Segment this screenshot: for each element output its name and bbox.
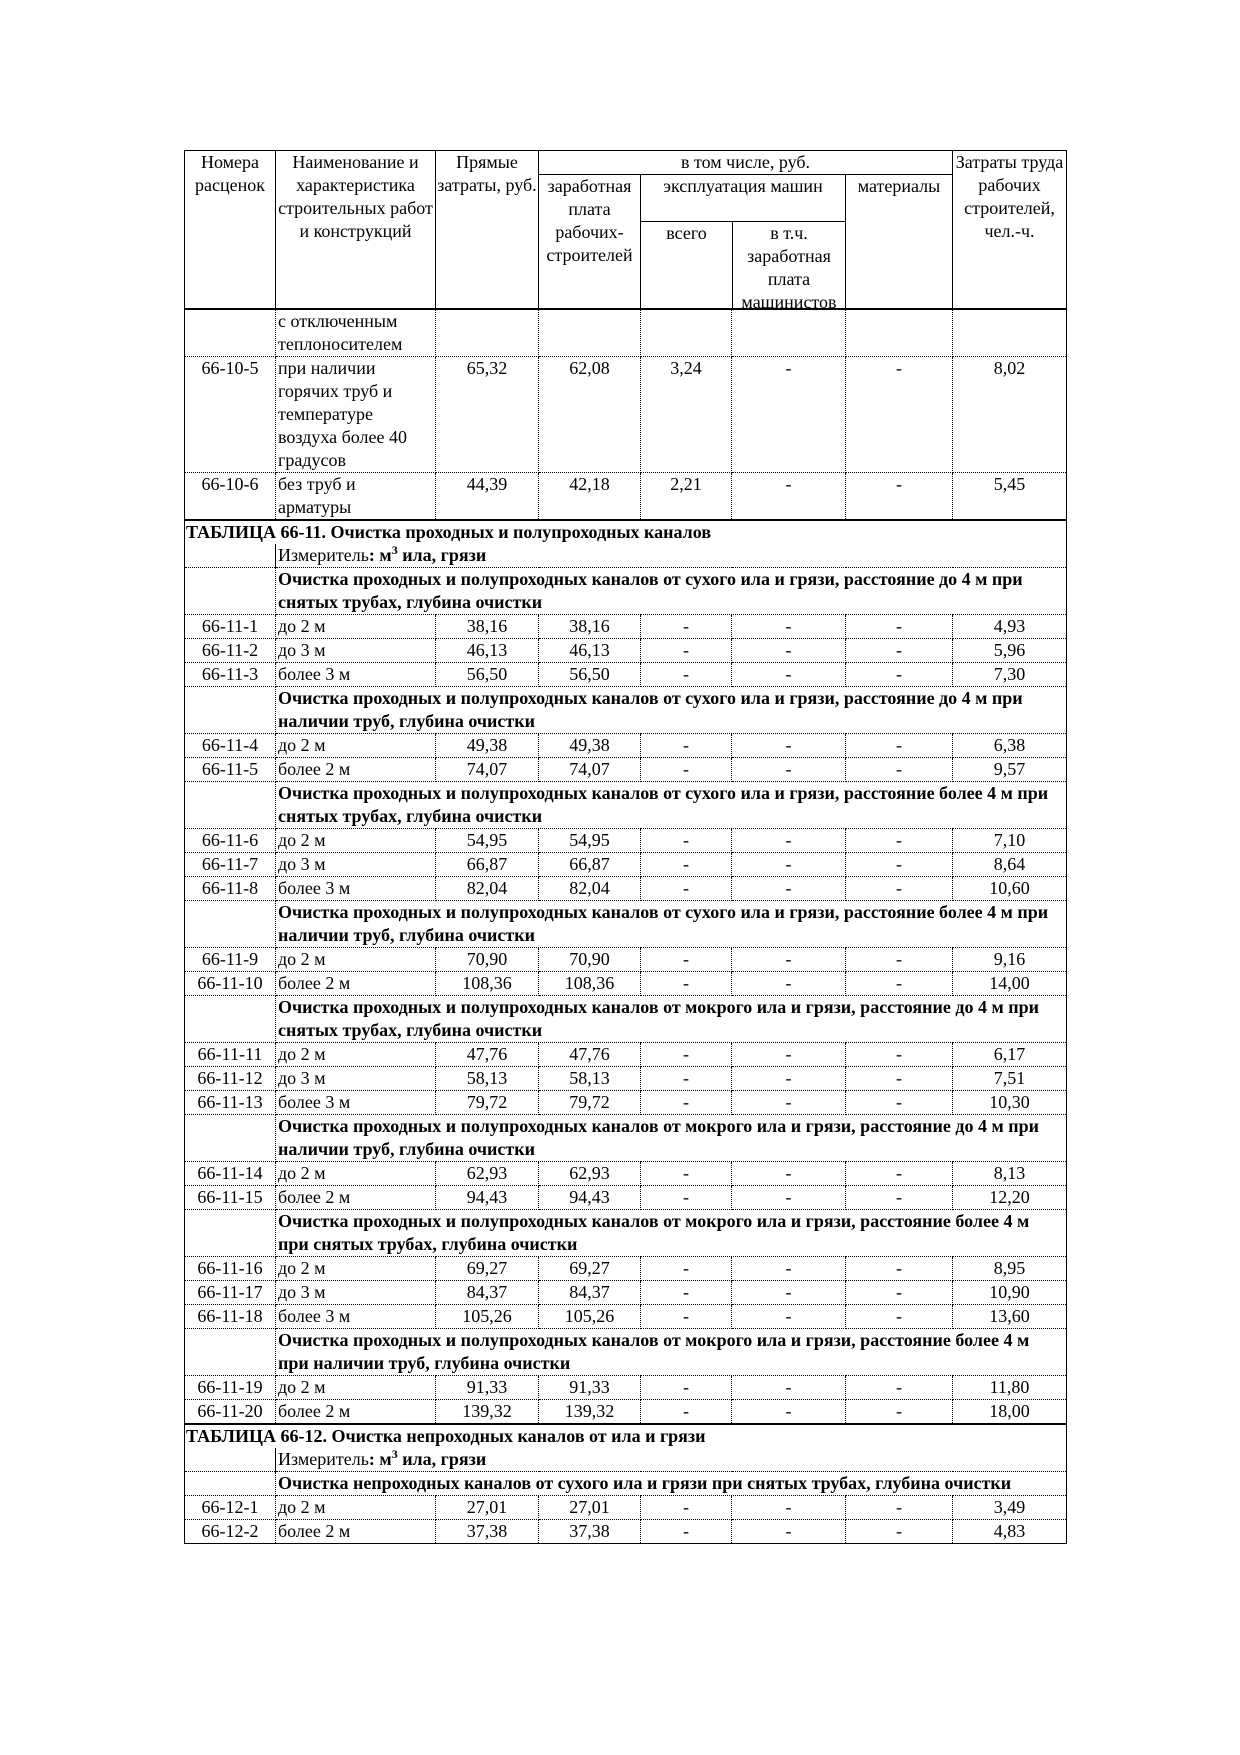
measure-unit <box>276 544 1067 568</box>
machines-total: - <box>641 1400 732 1425</box>
direct-cost: 58,13 <box>436 1067 539 1091</box>
direct-cost: 108,36 <box>436 972 539 996</box>
direct-cost: 54,95 <box>436 829 539 853</box>
measure-row <box>185 1448 1067 1472</box>
section-spacer <box>185 782 276 829</box>
machinist-wages: - <box>732 1043 846 1067</box>
worker-wages: 58,13 <box>539 1067 641 1091</box>
direct-cost: 79,72 <box>436 1091 539 1115</box>
header-machines-group <box>641 175 846 310</box>
materials-cost: - <box>846 1496 953 1520</box>
table-row <box>185 734 1067 758</box>
direct-cost: 49,38 <box>436 734 539 758</box>
measure-value <box>369 545 486 565</box>
measure-spacer <box>185 544 276 568</box>
section-spacer <box>185 687 276 734</box>
direct-cost: 44,39 <box>436 473 539 521</box>
rate-code: 66-11-11 <box>185 1043 276 1067</box>
work-name: более 2 м <box>276 1520 436 1544</box>
machinist-wages: - <box>732 948 846 972</box>
measure-exponent: 3 <box>391 543 398 557</box>
table-row <box>185 1305 1067 1329</box>
work-name: более 2 м <box>276 1186 436 1210</box>
rate-code: 66-11-6 <box>185 829 276 853</box>
labor-cost: 12,20 <box>953 1186 1067 1210</box>
worker-wages <box>539 309 641 357</box>
machinist-wages <box>732 309 846 357</box>
rate-code: 66-11-15 <box>185 1186 276 1210</box>
work-name: с отключенным теплоносителем <box>276 309 436 357</box>
measure-exponent: 3 <box>391 1447 398 1461</box>
section-spacer <box>185 901 276 948</box>
machines-total: - <box>641 948 732 972</box>
labor-cost: 11,80 <box>953 1376 1067 1400</box>
table-row <box>185 1400 1067 1425</box>
materials-cost: - <box>846 615 953 639</box>
machinist-wages: - <box>732 829 846 853</box>
rate-code: 66-11-12 <box>185 1067 276 1091</box>
machinist-wages: - <box>732 853 846 877</box>
table-row <box>185 1281 1067 1305</box>
section-spacer <box>185 1472 276 1496</box>
worker-wages: 62,93 <box>539 1162 641 1186</box>
materials-cost: - <box>846 1520 953 1544</box>
work-name: до 2 м <box>276 1162 436 1186</box>
machinist-wages: - <box>732 639 846 663</box>
table-title: ТАБЛИЦА 66-11. Очистка проходных и полупроходных каналов <box>185 520 1067 544</box>
direct-cost: 91,33 <box>436 1376 539 1400</box>
materials-cost: - <box>846 1281 953 1305</box>
rate-code: 66-12-2 <box>185 1520 276 1544</box>
machines-total: 2,21 <box>641 473 732 521</box>
machinist-wages: - <box>732 1091 846 1115</box>
machinist-wages: - <box>732 758 846 782</box>
table-row <box>185 1376 1067 1400</box>
worker-wages: 74,07 <box>539 758 641 782</box>
worker-wages: 27,01 <box>539 1496 641 1520</box>
work-name: до 2 м <box>276 1257 436 1281</box>
work-name: без труб и арматуры <box>276 473 436 521</box>
labor-cost: 4,83 <box>953 1520 1067 1544</box>
rate-code: 66-11-20 <box>185 1400 276 1425</box>
direct-cost: 74,07 <box>436 758 539 782</box>
materials-cost: - <box>846 1305 953 1329</box>
machines-total: - <box>641 1067 732 1091</box>
worker-wages: 47,76 <box>539 1043 641 1067</box>
labor-cost: 14,00 <box>953 972 1067 996</box>
table-row <box>185 1091 1067 1115</box>
rate-code: 66-11-14 <box>185 1162 276 1186</box>
labor-cost: 6,17 <box>953 1043 1067 1067</box>
machinist-wages: - <box>732 1257 846 1281</box>
section-row <box>185 782 1067 829</box>
section-row <box>185 1210 1067 1257</box>
machinist-wages: - <box>732 972 846 996</box>
materials-cost: - <box>846 829 953 853</box>
worker-wages: 56,50 <box>539 663 641 687</box>
work-name: до 3 м <box>276 1067 436 1091</box>
table-title-row <box>185 520 1067 544</box>
materials-cost: - <box>846 663 953 687</box>
rate-code: 66-11-1 <box>185 615 276 639</box>
work-name: до 2 м <box>276 948 436 972</box>
table-row <box>185 473 1067 521</box>
work-name: более 2 м <box>276 1400 436 1425</box>
section-heading: Очистка проходных и полупроходных каналов от мокрого ила и грязи, расстояние до 4 м при снятых трубах, глубина очистки <box>276 996 1067 1043</box>
machinist-wages: - <box>732 1186 846 1210</box>
table-row <box>185 1257 1067 1281</box>
machines-total: - <box>641 1520 732 1544</box>
materials-cost <box>846 309 953 357</box>
machines-total: - <box>641 1281 732 1305</box>
worker-wages: 49,38 <box>539 734 641 758</box>
direct-cost: 84,37 <box>436 1281 539 1305</box>
rate-code: 66-10-6 <box>185 473 276 521</box>
worker-wages: 108,36 <box>539 972 641 996</box>
table-row <box>185 1520 1067 1544</box>
worker-wages: 54,95 <box>539 829 641 853</box>
labor-cost: 9,57 <box>953 758 1067 782</box>
materials-cost: - <box>846 1162 953 1186</box>
direct-cost: 70,90 <box>436 948 539 972</box>
machinist-wages: - <box>732 663 846 687</box>
rate-code: 66-11-2 <box>185 639 276 663</box>
machines-total: - <box>641 1043 732 1067</box>
materials-cost: - <box>846 948 953 972</box>
table-row <box>185 1496 1067 1520</box>
section-row <box>185 1472 1067 1496</box>
measure-value <box>369 1449 486 1469</box>
header-code: Номера расценок <box>185 151 276 310</box>
rate-code: 66-12-1 <box>185 1496 276 1520</box>
worker-wages: 91,33 <box>539 1376 641 1400</box>
header-direct: Прямые затраты, руб. <box>436 151 539 310</box>
rate-code: 66-11-13 <box>185 1091 276 1115</box>
section-spacer <box>185 568 276 615</box>
worker-wages: 70,90 <box>539 948 641 972</box>
materials-cost: - <box>846 1257 953 1281</box>
rate-code: 66-11-5 <box>185 758 276 782</box>
materials-cost: - <box>846 1091 953 1115</box>
labor-cost: 7,30 <box>953 663 1067 687</box>
direct-cost: 66,87 <box>436 853 539 877</box>
table-row <box>185 663 1067 687</box>
machinist-wages: - <box>732 1305 846 1329</box>
table-row <box>185 1043 1067 1067</box>
work-name: до 2 м <box>276 829 436 853</box>
section-row <box>185 1115 1067 1162</box>
table-row <box>185 972 1067 996</box>
measure-row <box>185 544 1067 568</box>
table-row <box>185 829 1067 853</box>
rate-code: 66-11-9 <box>185 948 276 972</box>
price-table-sheet <box>184 150 1066 1544</box>
labor-cost: 8,64 <box>953 853 1067 877</box>
table-row <box>185 639 1067 663</box>
work-name: до 2 м <box>276 734 436 758</box>
table-row <box>185 948 1067 972</box>
measure-label: Измеритель <box>278 545 369 565</box>
price-table <box>184 150 1067 1544</box>
materials-cost: - <box>846 1043 953 1067</box>
direct-cost: 37,38 <box>436 1520 539 1544</box>
table-row <box>185 1067 1067 1091</box>
labor-cost <box>953 309 1067 357</box>
worker-wages: 62,08 <box>539 357 641 473</box>
rate-code: 66-11-18 <box>185 1305 276 1329</box>
materials-cost: - <box>846 853 953 877</box>
direct-cost: 47,76 <box>436 1043 539 1067</box>
machinist-wages: - <box>732 357 846 473</box>
table-row <box>185 758 1067 782</box>
work-name: более 3 м <box>276 1091 436 1115</box>
work-name: более 3 м <box>276 663 436 687</box>
direct-cost: 65,32 <box>436 357 539 473</box>
machines-total: - <box>641 615 732 639</box>
rate-code: 66-11-17 <box>185 1281 276 1305</box>
direct-cost: 56,50 <box>436 663 539 687</box>
work-name: более 2 м <box>276 972 436 996</box>
worker-wages: 37,38 <box>539 1520 641 1544</box>
work-name: до 2 м <box>276 1376 436 1400</box>
work-name: до 2 м <box>276 1496 436 1520</box>
measure-suffix: ила, грязи <box>397 545 487 565</box>
table-title-row <box>185 1424 1067 1448</box>
labor-cost: 7,51 <box>953 1067 1067 1091</box>
labor-cost: 6,38 <box>953 734 1067 758</box>
table-row <box>185 853 1067 877</box>
section-spacer <box>185 1329 276 1376</box>
machines-total: - <box>641 972 732 996</box>
header-machines: эксплуатация машин <box>641 175 845 222</box>
machinist-wages: - <box>732 473 846 521</box>
labor-cost: 7,10 <box>953 829 1067 853</box>
machinist-wages: - <box>732 1281 846 1305</box>
header-machines-total: всего <box>641 222 733 308</box>
materials-cost: - <box>846 1400 953 1425</box>
direct-cost: 46,13 <box>436 639 539 663</box>
measure-label: Измеритель <box>278 1449 369 1469</box>
labor-cost: 13,60 <box>953 1305 1067 1329</box>
materials-cost: - <box>846 1376 953 1400</box>
machines-total: - <box>641 1305 732 1329</box>
labor-cost: 8,02 <box>953 357 1067 473</box>
machinist-wages: - <box>732 1496 846 1520</box>
section-row <box>185 687 1067 734</box>
direct-cost: 27,01 <box>436 1496 539 1520</box>
machines-total: - <box>641 853 732 877</box>
work-name: до 2 м <box>276 1043 436 1067</box>
machines-total: - <box>641 758 732 782</box>
work-name: до 2 м <box>276 615 436 639</box>
machines-total: - <box>641 1496 732 1520</box>
section-spacer <box>185 1210 276 1257</box>
direct-cost: 82,04 <box>436 877 539 901</box>
work-name: более 3 м <box>276 1305 436 1329</box>
worker-wages: 69,27 <box>539 1257 641 1281</box>
section-heading: Очистка проходных и полупроходных каналов от сухого ила и грязи, расстояние более 4 м при наличии труб, глубина очистки <box>276 901 1067 948</box>
machinist-wages: - <box>732 1400 846 1425</box>
direct-cost: 105,26 <box>436 1305 539 1329</box>
materials-cost: - <box>846 1186 953 1210</box>
machines-total: - <box>641 829 732 853</box>
machines-total: - <box>641 1257 732 1281</box>
work-name: до 3 м <box>276 853 436 877</box>
machines-total: - <box>641 1162 732 1186</box>
machinist-wages: - <box>732 1162 846 1186</box>
measure-unit-text: : м <box>368 1449 392 1469</box>
materials-cost: - <box>846 734 953 758</box>
work-name: до 3 м <box>276 1281 436 1305</box>
machines-total: - <box>641 734 732 758</box>
rate-code: 66-11-7 <box>185 853 276 877</box>
machines-total: - <box>641 1376 732 1400</box>
work-name: до 3 м <box>276 639 436 663</box>
machinist-wages: - <box>732 615 846 639</box>
rate-code: 66-11-16 <box>185 1257 276 1281</box>
work-name: более 2 м <box>276 758 436 782</box>
rate-code: 66-11-3 <box>185 663 276 687</box>
machinist-wages: - <box>732 734 846 758</box>
rate-code: 66-11-19 <box>185 1376 276 1400</box>
materials-cost: - <box>846 1067 953 1091</box>
labor-cost: 10,90 <box>953 1281 1067 1305</box>
measure-unit-text: : м <box>368 545 392 565</box>
worker-wages: 66,87 <box>539 853 641 877</box>
work-name: при наличии горячих труб и температуре воздуха более 40 градусов <box>276 357 436 473</box>
section-heading: Очистка проходных и полупроходных каналов от мокрого ила и грязи, расстояние до 4 м при наличии труб, глубина очистки <box>276 1115 1067 1162</box>
header-machines-wages: в т.ч. заработная плата машинистов <box>741 223 837 312</box>
table-row <box>185 877 1067 901</box>
worker-wages: 82,04 <box>539 877 641 901</box>
direct-cost <box>436 309 539 357</box>
rate-code: 66-11-8 <box>185 877 276 901</box>
section-heading: Очистка проходных и полупроходных каналов от сухого ила и грязи, расстояние до 4 м при снятых трубах, глубина очистки <box>276 568 1067 615</box>
labor-cost: 10,30 <box>953 1091 1067 1115</box>
section-heading: Очистка непроходных каналов от сухого ила и грязи при снятых трубах, глубина очистки <box>276 1472 1067 1496</box>
section-row <box>185 901 1067 948</box>
section-heading: Очистка проходных и полупроходных каналов от мокрого ила и грязи, расстояние более 4 м при снятых трубах, глубина очистки <box>276 1210 1067 1257</box>
worker-wages: 105,26 <box>539 1305 641 1329</box>
machines-total <box>641 309 732 357</box>
direct-cost: 38,16 <box>436 615 539 639</box>
table-row <box>185 309 1067 357</box>
machinist-wages: - <box>732 1376 846 1400</box>
direct-cost: 139,32 <box>436 1400 539 1425</box>
materials-cost: - <box>846 758 953 782</box>
section-row <box>185 996 1067 1043</box>
header-materials: материалы <box>846 175 953 310</box>
rate-code: 66-10-5 <box>185 357 276 473</box>
worker-wages: 94,43 <box>539 1186 641 1210</box>
measure-unit <box>276 1448 1067 1472</box>
table-row <box>185 1162 1067 1186</box>
rate-code <box>185 309 276 357</box>
labor-cost: 8,13 <box>953 1162 1067 1186</box>
labor-cost: 9,16 <box>953 948 1067 972</box>
section-heading: Очистка проходных и полупроходных каналов от сухого ила и грязи, расстояние до 4 м при наличии труб, глубина очистки <box>276 687 1067 734</box>
header-labor: Затраты труда рабочих строителей, чел.-ч. <box>953 151 1067 310</box>
materials-cost: - <box>846 972 953 996</box>
direct-cost: 94,43 <box>436 1186 539 1210</box>
labor-cost: 5,96 <box>953 639 1067 663</box>
worker-wages: 42,18 <box>539 473 641 521</box>
worker-wages: 84,37 <box>539 1281 641 1305</box>
measure-suffix: ила, грязи <box>397 1449 487 1469</box>
materials-cost: - <box>846 639 953 663</box>
header-incl: в том числе, руб. <box>539 151 953 175</box>
machines-total: - <box>641 663 732 687</box>
machinist-wages: - <box>732 877 846 901</box>
section-heading: Очистка проходных и полупроходных каналов от мокрого ила и грязи, расстояние более 4 м при наличии труб, глубина очистки <box>276 1329 1067 1376</box>
machinist-wages: - <box>732 1520 846 1544</box>
labor-cost: 5,45 <box>953 473 1067 521</box>
measure-spacer <box>185 1448 276 1472</box>
rate-code: 66-11-10 <box>185 972 276 996</box>
machines-total: - <box>641 877 732 901</box>
worker-wages: 139,32 <box>539 1400 641 1425</box>
worker-wages: 46,13 <box>539 639 641 663</box>
worker-wages: 38,16 <box>539 615 641 639</box>
header-wages: заработная плата рабочих-строителей <box>539 175 641 310</box>
labor-cost: 18,00 <box>953 1400 1067 1425</box>
rate-code: 66-11-4 <box>185 734 276 758</box>
machines-total: - <box>641 1091 732 1115</box>
table-title: ТАБЛИЦА 66-12. Очистка непроходных каналов от ила и грязи <box>185 1424 1067 1448</box>
direct-cost: 69,27 <box>436 1257 539 1281</box>
direct-cost: 62,93 <box>436 1162 539 1186</box>
section-row <box>185 568 1067 615</box>
materials-cost: - <box>846 357 953 473</box>
section-row <box>185 1329 1067 1376</box>
work-name: более 3 м <box>276 877 436 901</box>
machinist-wages: - <box>732 1067 846 1091</box>
labor-cost: 3,49 <box>953 1496 1067 1520</box>
labor-cost: 4,93 <box>953 615 1067 639</box>
section-spacer <box>185 1115 276 1162</box>
labor-cost: 8,95 <box>953 1257 1067 1281</box>
section-heading: Очистка проходных и полупроходных каналов от сухого ила и грязи, расстояние более 4 м при снятых трубах, глубина очистки <box>276 782 1067 829</box>
worker-wages: 79,72 <box>539 1091 641 1115</box>
table-row <box>185 1186 1067 1210</box>
table-row <box>185 615 1067 639</box>
materials-cost: - <box>846 473 953 521</box>
labor-cost: 10,60 <box>953 877 1067 901</box>
materials-cost: - <box>846 877 953 901</box>
machines-total: 3,24 <box>641 357 732 473</box>
header-name: Наименование и характеристика строительных работ и конструкций <box>276 151 436 310</box>
machines-total: - <box>641 1186 732 1210</box>
machines-total: - <box>641 639 732 663</box>
table-row <box>185 357 1067 473</box>
section-spacer <box>185 996 276 1043</box>
